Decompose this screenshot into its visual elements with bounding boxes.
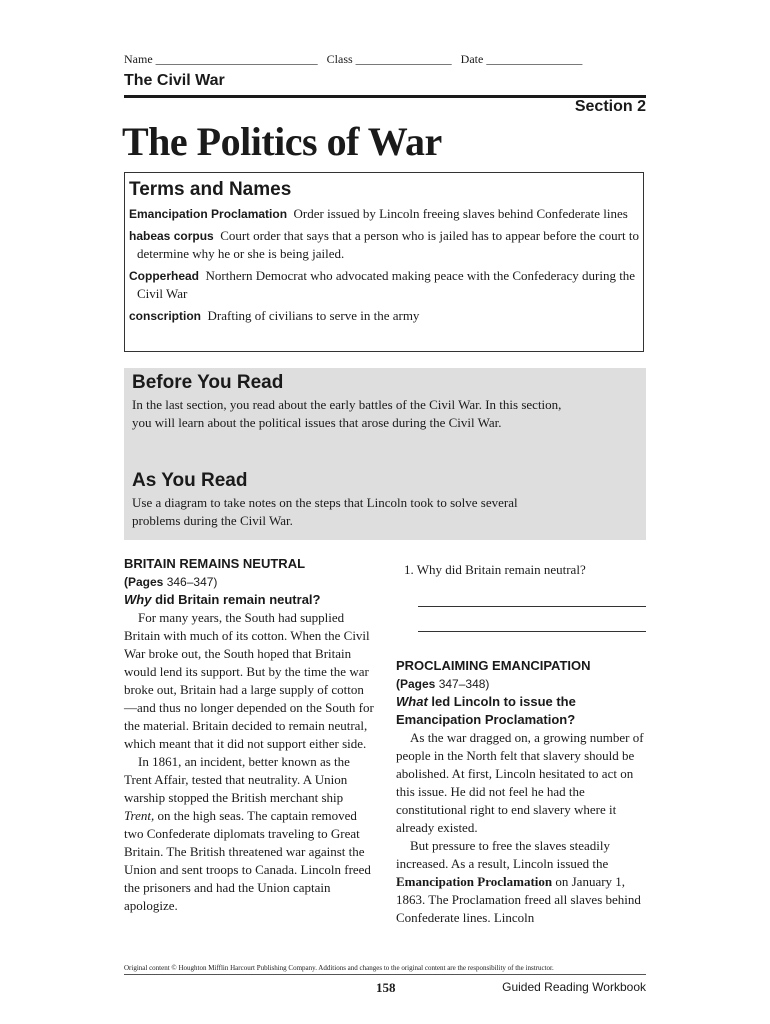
britain-heading: BRITAIN REMAINS NEUTRAL (124, 556, 306, 571)
term-conscription (129, 307, 639, 325)
copyright-note: Original content © Houghton Mifflin Harcourt Publishing Company. Additions and changes to the original content are the responsibility of the instructor. (124, 964, 646, 975)
emancipation-pages (396, 677, 646, 691)
as-you-read-text: Use a diagram to take notes on the steps that Lincoln took to solve several problems during the Civil War. (132, 495, 518, 528)
term-habeas-corpus (129, 227, 639, 263)
class-field[interactable]: Class ________________ (326, 52, 452, 66)
right-column (396, 556, 646, 927)
unit-title: The Civil War (124, 72, 225, 89)
ship-name: Trent, (124, 808, 155, 823)
pages-range: 347–348) (438, 677, 490, 691)
name-class-date-row (124, 52, 582, 67)
britain-section (124, 556, 376, 915)
key-term: Emancipation Proclamation (396, 874, 553, 889)
emancipation-paragraph-2 (396, 837, 646, 927)
paragraph-text: But pressure to free the slaves steadily increased. As a result, Lincoln issued the (396, 838, 610, 871)
before-you-read (132, 372, 562, 432)
header-rule (124, 95, 646, 98)
question-emphasis: Why (124, 592, 152, 607)
term-name: Copperhead (129, 269, 200, 283)
reading-guide-box (124, 368, 646, 540)
paragraph-text: on the high seas. The captain removed two Confederate diplomats traveling to Great Britain. The British threatened war against the Union and sent troops to Canada. Lincoln freed the prisoners and had the Union captain apologize. (124, 808, 371, 913)
britain-pages (124, 575, 376, 589)
question-text: did Britain remain neutral? (151, 592, 321, 607)
name-field[interactable]: Name ___________________________ (124, 52, 318, 66)
term-name: conscription (129, 309, 202, 323)
pages-range: 346–347) (166, 575, 218, 589)
britain-question (124, 591, 376, 609)
as-you-read (132, 470, 532, 530)
paragraph-text: In 1861, an incident, better known as the Trent Affair, tested that neutrality. A Union warship stopped the British merchant ship (124, 754, 350, 805)
emancipation-question (396, 693, 646, 729)
paragraph-text: on January 1, 1863. The Proclamation freed all slaves behind Confederate lines. Lincoln (396, 874, 641, 925)
emancipation-section (396, 658, 646, 927)
before-you-read-text: In the last section, you read about the early battles of the Civil War. In this section, you will learn about the political issues that arose during the Civil War. (132, 397, 562, 430)
as-you-read-heading: As You Read (132, 470, 248, 491)
term-emancipation (129, 205, 639, 223)
page-number: 158 (376, 980, 396, 995)
workbook-label: Guided Reading Workbook (502, 980, 646, 994)
term-definition: Order issued by Lincoln freeing slaves behind Confederate lines (293, 206, 628, 221)
britain-paragraph-2 (124, 753, 376, 915)
before-you-read-heading: Before You Read (132, 372, 284, 393)
question-text: led Lincoln to issue the Emancipation Proclamation? (396, 694, 576, 727)
section-label: Section 2 (574, 98, 646, 115)
term-name: habeas corpus (129, 229, 214, 243)
term-definition: Drafting of civilians to serve in the army (207, 308, 420, 323)
question-emphasis: What (396, 694, 428, 709)
date-field[interactable]: Date ________________ (460, 52, 583, 66)
pages-label: (Pages (124, 575, 164, 589)
term-definition: Northern Democrat who advocated making peace with the Confederacy during the Civil War (137, 268, 636, 301)
pages-label: (Pages (396, 677, 436, 691)
answer-line[interactable] (418, 631, 646, 632)
term-name: Emancipation Proclamation (129, 207, 288, 221)
emancipation-heading: PROCLAIMING EMANCIPATION (396, 658, 591, 673)
terms-and-names-box (124, 172, 644, 352)
britain-paragraph-1: For many years, the South had supplied Britain with much of its cotton. When the Civil War broke out, the South hoped that Britain would lend its support. But by the time the war broke out, Britain had a large supply of cotton—and thus no longer depended on the South for the material. Britain decided to remain neutral, which meant that it did not support either side. (124, 610, 374, 751)
terms-heading: Terms and Names (129, 179, 292, 200)
emancipation-paragraph-1: As the war dragged on, a growing number of people in the North felt that slavery should be abolished. At first, Lincoln hesitated to act on this issue. He did not feel he had the constitutional right to end slavery where it already existed. (396, 730, 644, 835)
side-question: 1. Why did Britain remain neutral? (404, 562, 586, 577)
answer-line[interactable] (418, 606, 646, 607)
term-copperhead (129, 267, 639, 303)
term-definition: Court order that says that a person who is jailed has to appear before the court to determine why he or she is being jailed. (137, 228, 639, 261)
page-title: The Politics of War (122, 119, 442, 164)
